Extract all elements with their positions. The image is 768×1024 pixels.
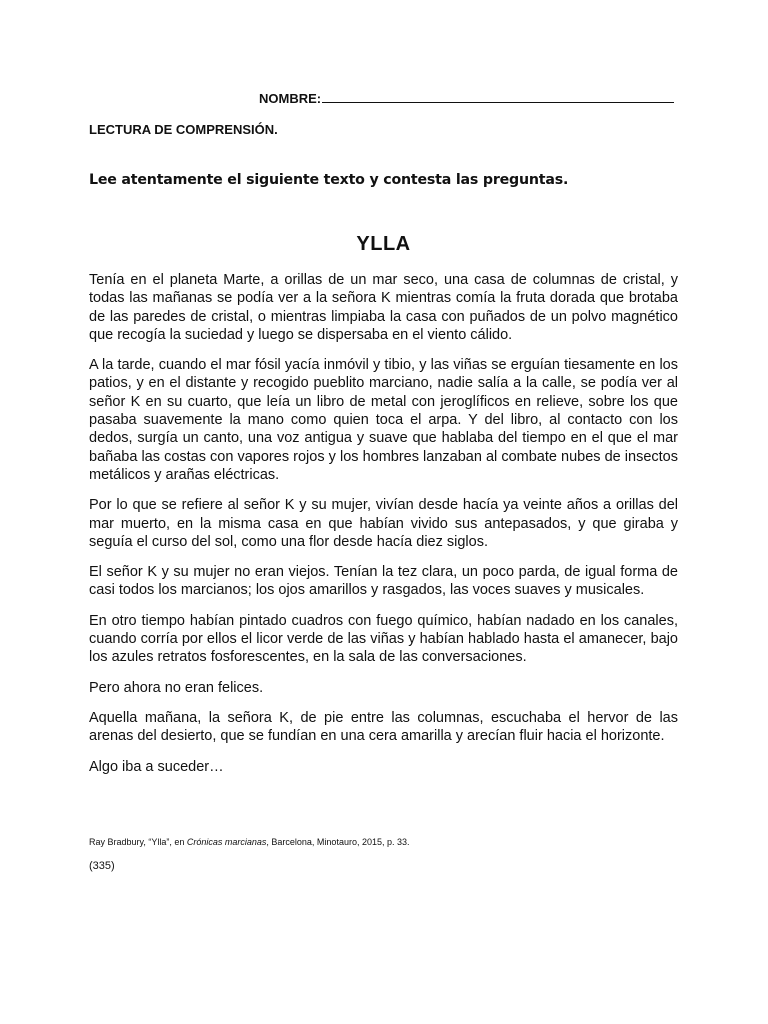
name-label: NOMBRE: bbox=[259, 91, 322, 106]
story-paragraph-3: Por lo que se refiere al señor K y su mujer, vivían desde hacía ya veinte años a orillas del mar muerto, en la misma casa en que habían vivido sus antepasados, y que giraba y seguía el curso del sol, como una flor desde hacía diez siglos. bbox=[89, 497, 678, 550]
story-paragraph-4: El señor K y su mujer no eran viejos. Tenían la tez clara, un poco parda, de igual forma de casi todos los marcianos; los ojos amarillos y rasgados, las voces suaves y musicales. bbox=[89, 564, 678, 599]
section-label: LECTURA DE COMPRENSIÓN. bbox=[89, 122, 278, 137]
instructions: Lee atentamente el siguiente texto y contesta las preguntas. bbox=[89, 172, 569, 188]
name-blank-line[interactable] bbox=[322, 91, 674, 103]
story-paragraph-5: En otro tiempo habían pintado cuadros con fuego químico, habían nadado en los canales, cuando corría por ellos el licor verde de las viñas y habían hablado hasta el amanecer, bajo los azules retratos fosforescentes, en la sala de las conversaciones. bbox=[89, 612, 678, 666]
story-paragraph-8: Algo iba a suceder… bbox=[89, 758, 224, 775]
story-paragraph-7: Aquella mañana, la señora K, de pie entre las columnas, escuchaba el hervor de las arenas del desierto, que se fundían en una cera amarilla y arecían fluir hacia el horizonte. bbox=[89, 709, 678, 745]
story-body bbox=[89, 271, 678, 788]
word-count: (335) bbox=[89, 860, 115, 872]
story-paragraph-2: A la tarde, cuando el mar fósil yacía inmóvil y tibio, y las viñas se erguían tiesamente en los patios, y en el distante y recogido pueblito marciano, nadie salía a la calle, se podía ver al señor K en su cuarto, que leía un libro de metal con jeroglíficos en relieve, sobre los que pasaba suavemente la mano como quien toca el arpa. Y del libro, al contacto con los dedos, surgía un canto, una voz antigua y suave que hablaba del tiempo en el que el mar bañaba las costas con vapores rojos y los hombres lanzaban al combate nubes de insectos metálicos y arañas eléctricas. bbox=[89, 357, 678, 483]
story-title: YLLA bbox=[356, 233, 411, 255]
story-paragraph-1: Tenía en el planeta Marte, a orillas de un mar seco, una casa de columnas de cristal, y todas las mañanas se podía ver a la señora K mientras comía la fruta dorada que brotaba de las paredes de cristal, o mientras limpiaba la casa con puñados de un polvo magnético que recogía la suciedad y luego se dispersaba en el viento cálido. bbox=[89, 272, 678, 343]
story-paragraph-6: Pero ahora no eran felices. bbox=[89, 679, 264, 696]
name-field-row bbox=[259, 91, 679, 106]
citation-book-title: Crónicas marcianas bbox=[186, 837, 267, 847]
source-citation bbox=[89, 837, 410, 847]
citation-suffix: , Barcelona, Minotauro, 2015, p. 33. bbox=[266, 837, 410, 847]
citation-prefix: Ray Bradbury, “Ylla”, en bbox=[89, 837, 187, 847]
